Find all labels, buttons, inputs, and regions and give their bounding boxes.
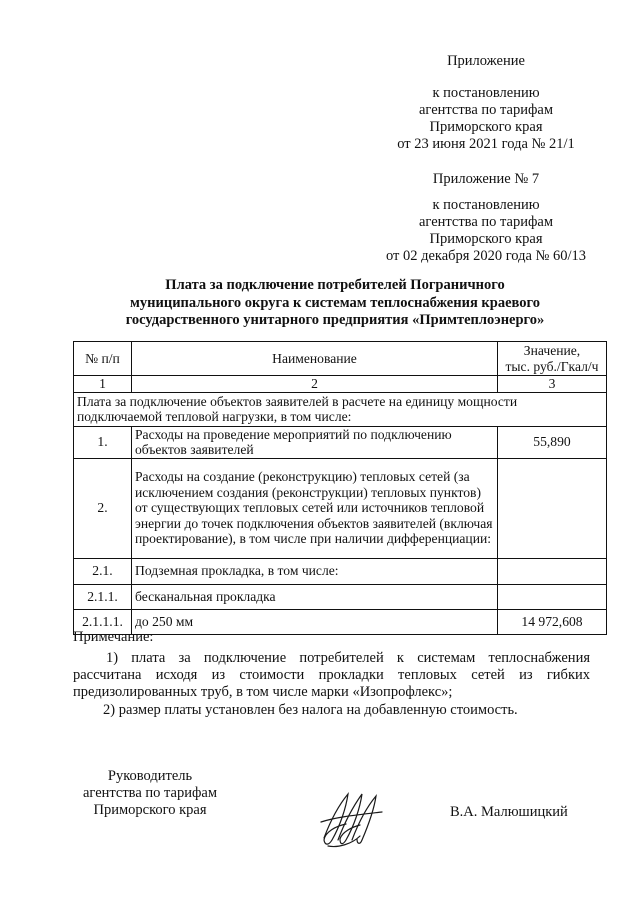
section-cell: Плата за подключение объектов заявителей в расчете на единицу мощности подключаемой тепловой нагрузки, в том числе: [74, 392, 607, 426]
appendix-line: к постановлению [432, 197, 540, 213]
row-value: 14 972,608 [498, 609, 607, 634]
appendix-date-number: от 23 июня 2021 года № 21/1 [397, 136, 575, 152]
row-name: Расходы на проведение мероприятий по подключению объектов заявителей [132, 426, 498, 458]
row-value [498, 558, 607, 584]
table-row [74, 426, 607, 458]
row-num: 2. [74, 458, 132, 558]
handwritten-signature [316, 782, 386, 854]
appendix-date-number: от 02 декабря 2020 года № 60/13 [385, 248, 587, 264]
appendix-line: агентства по тарифам [419, 214, 553, 230]
appendix-original-lines [376, 197, 596, 265]
title-line: Плата за подключение потребителей Пограничного [165, 277, 505, 293]
fee-table [73, 341, 607, 635]
row-value [498, 584, 607, 609]
notes-heading: Примечание: [73, 629, 154, 645]
signatory-position [60, 768, 240, 819]
row-name: Расходы на создание (реконструкцию) тепловых сетей (за исключением создания (реконструкции) тепловых пунктов) от существующих тепловых сетей или источников тепловой энергии до точек подключения объектов заявителей (включая проектирование), в том числе при наличии дифференциации: [132, 458, 498, 558]
appendix-original [376, 171, 596, 188]
document-title [70, 277, 600, 330]
appendix-line: Приморского края [429, 119, 543, 135]
index-cell: 2 [132, 376, 498, 393]
table-header-row [74, 342, 607, 376]
row-name: бесканальная прокладка [132, 584, 498, 609]
appendix-current-heading: Приложение [447, 53, 525, 69]
row-num: 2.1. [74, 558, 132, 584]
index-cell: 1 [74, 376, 132, 393]
header-num: № п/п [74, 342, 132, 376]
row-num: 2.1.1. [74, 584, 132, 609]
appendix-line: Приморского края [429, 231, 543, 247]
row-name: до 250 мм [132, 609, 498, 634]
table-row [74, 584, 607, 609]
header-value-line2: тыс. руб./Гкал/ч [505, 358, 599, 374]
row-num: 2.1.1.1. [74, 609, 132, 634]
row-name: Подземная прокладка, в том числе: [132, 558, 498, 584]
title-line: муниципального округа к системам теплоснабжения краевого [130, 294, 540, 311]
table-section-row [74, 392, 607, 426]
appendix-original-heading: Приложение № 7 [432, 171, 540, 187]
note-item: 2) размер платы установлен без налога на добавленную стоимость. [103, 702, 518, 718]
index-cell: 3 [498, 376, 607, 393]
header-value-line1: Значение, [523, 343, 581, 358]
note-item: 1) плата за подключение потребителей к системам теплоснабжения рассчитана исходя из стоимости прокладки тепловых сетей из гибких предизолированных труб, в том числе марки «Изопрофлекс»; [73, 650, 590, 700]
appendix-current-lines [376, 85, 596, 153]
appendix-current [376, 53, 596, 70]
signatory-name: В.А. Малюшицкий [450, 804, 568, 820]
row-value [498, 458, 607, 558]
signatory-position-line: Приморского края [93, 802, 207, 818]
signatory-position-line: агентства по тарифам [83, 785, 217, 801]
table-index-row [74, 376, 607, 393]
row-value: 55,890 [498, 426, 607, 458]
header-name: Наименование [132, 342, 498, 376]
table-row [74, 558, 607, 584]
table-row [74, 458, 607, 558]
header-value [498, 342, 607, 376]
appendix-line: агентства по тарифам [419, 102, 553, 118]
title-line: государственного унитарного предприятия «Примтеплоэнерго» [125, 312, 545, 328]
row-num: 1. [74, 426, 132, 458]
signatory-position-line: Руководитель [107, 768, 193, 784]
appendix-line: к постановлению [432, 85, 540, 101]
